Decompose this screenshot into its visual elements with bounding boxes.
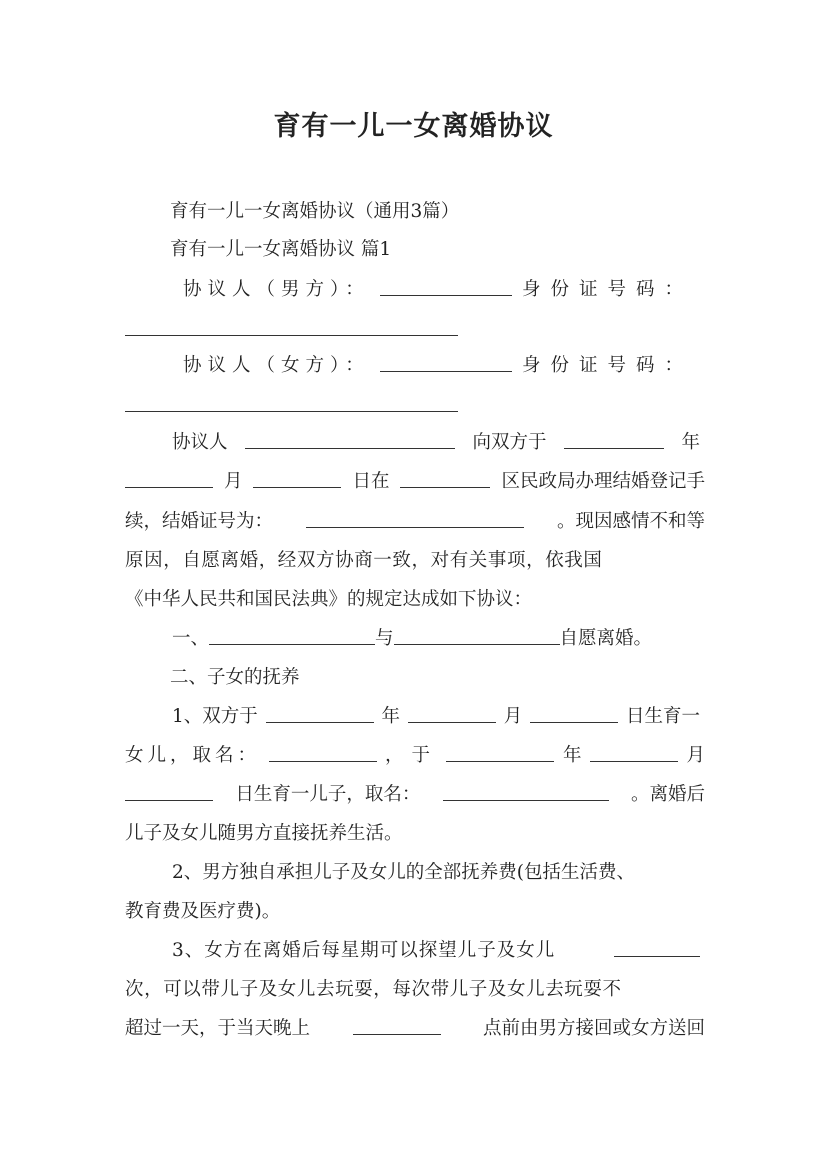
item1-line1 (172, 704, 700, 730)
section-heading: 育有一儿一女离婚协议 篇1 (170, 239, 392, 260)
item3-line2: 次，可以带儿子及女儿去玩耍，每次带儿子及女儿去玩耍不 (125, 979, 622, 1000)
item1-text: 1、双方于 (172, 706, 258, 727)
blank (408, 704, 496, 723)
para1-text: 协议人 (172, 432, 228, 453)
document-subtitle: 育有一儿一女离婚协议（通用3篇） (170, 201, 460, 222)
blank (209, 626, 375, 645)
blank (530, 704, 618, 723)
blank (564, 430, 664, 449)
party-female-line (183, 353, 693, 379)
blank (125, 469, 213, 488)
marriage-cert-blank (306, 509, 524, 528)
blank (245, 430, 455, 449)
item1-line2 (125, 743, 705, 769)
para1-line5: 《中华人民共和国民法典》的规定达成如下协议： (125, 589, 533, 610)
item1-text: 月 (686, 745, 705, 766)
item3-text: 3、女方在离婚后每星期可以探望儿子及女儿 (172, 940, 556, 961)
party-female-prefix: 协议人（女方）： (183, 355, 370, 376)
item1-text: ，于 (384, 745, 438, 766)
item1-text: 。离婚后 (630, 784, 705, 805)
blank (125, 782, 213, 801)
para1-text: 日在 (352, 471, 390, 492)
blank (400, 469, 490, 488)
para1-text: 向双方于 (472, 432, 547, 453)
party-male-id-label: 身份证号码： (521, 279, 693, 300)
item3-text: 超过一天，于当天晚上 (125, 1018, 311, 1039)
party-male-line (183, 277, 693, 303)
party-male-id-line (125, 317, 705, 343)
blank (590, 743, 678, 762)
para1-line1 (172, 430, 700, 456)
clause1-text: 自愿离婚。 (559, 628, 653, 649)
blank (446, 743, 554, 762)
party-female-id-blank (125, 393, 458, 412)
item1-line4: 儿子及女儿随男方直接抚养生活。 (125, 823, 403, 844)
party-female-id-line (125, 393, 705, 419)
party-male-id-blank (125, 317, 458, 336)
item1-text: 年 (381, 706, 401, 727)
para1-line2 (125, 469, 705, 495)
clause1-line (172, 626, 752, 652)
clause2-heading: 二、子女的抚养 (170, 667, 300, 688)
page-title: 育有一儿一女离婚协议 (273, 111, 554, 142)
blank (353, 1016, 441, 1035)
blank (614, 938, 700, 957)
item2-line2: 教育费及医疗费)。 (125, 901, 281, 922)
para1-text: 年 (681, 432, 700, 453)
item1-text: 月 (503, 706, 523, 727)
item1-text: 日生育一儿子，取名： (235, 784, 421, 805)
item3-line3 (125, 1016, 705, 1042)
item1-text: 日生育一 (625, 706, 700, 727)
para1-line3 (125, 509, 705, 535)
daughter-name-blank (269, 743, 377, 762)
party-female-id-label: 身份证号码： (521, 355, 693, 376)
item3-text: 点前由男方接回或女方送回 (482, 1018, 705, 1039)
clause1-text: 一、 (172, 628, 210, 649)
item3-line1 (172, 938, 700, 964)
blank (266, 704, 374, 723)
item1-text: 女儿，取名： (125, 745, 261, 766)
item1-text: 年 (562, 745, 582, 766)
blank (253, 469, 341, 488)
party-male-name-blank (380, 277, 512, 296)
party-female-name-blank (380, 353, 512, 372)
para1-text: 月 (223, 471, 243, 492)
item2-line1: 2、男方独自承担儿子及女儿的全部抚养费(包括生活费、 (172, 862, 635, 883)
son-name-blank (443, 782, 609, 801)
blank (394, 626, 560, 645)
para1-text: 。现因感情不和等 (556, 511, 705, 532)
item1-line3 (125, 782, 705, 808)
clause1-text: 与 (375, 628, 394, 649)
para1-line4: 原因，自愿离婚，经双方协商一致，对有关事项，依我国 (125, 550, 603, 571)
party-male-prefix: 协议人（男方）： (183, 279, 370, 300)
para1-text: 区民政局办理结婚登记手 (501, 471, 705, 492)
para1-text: 续，结婚证号为： (125, 511, 274, 532)
